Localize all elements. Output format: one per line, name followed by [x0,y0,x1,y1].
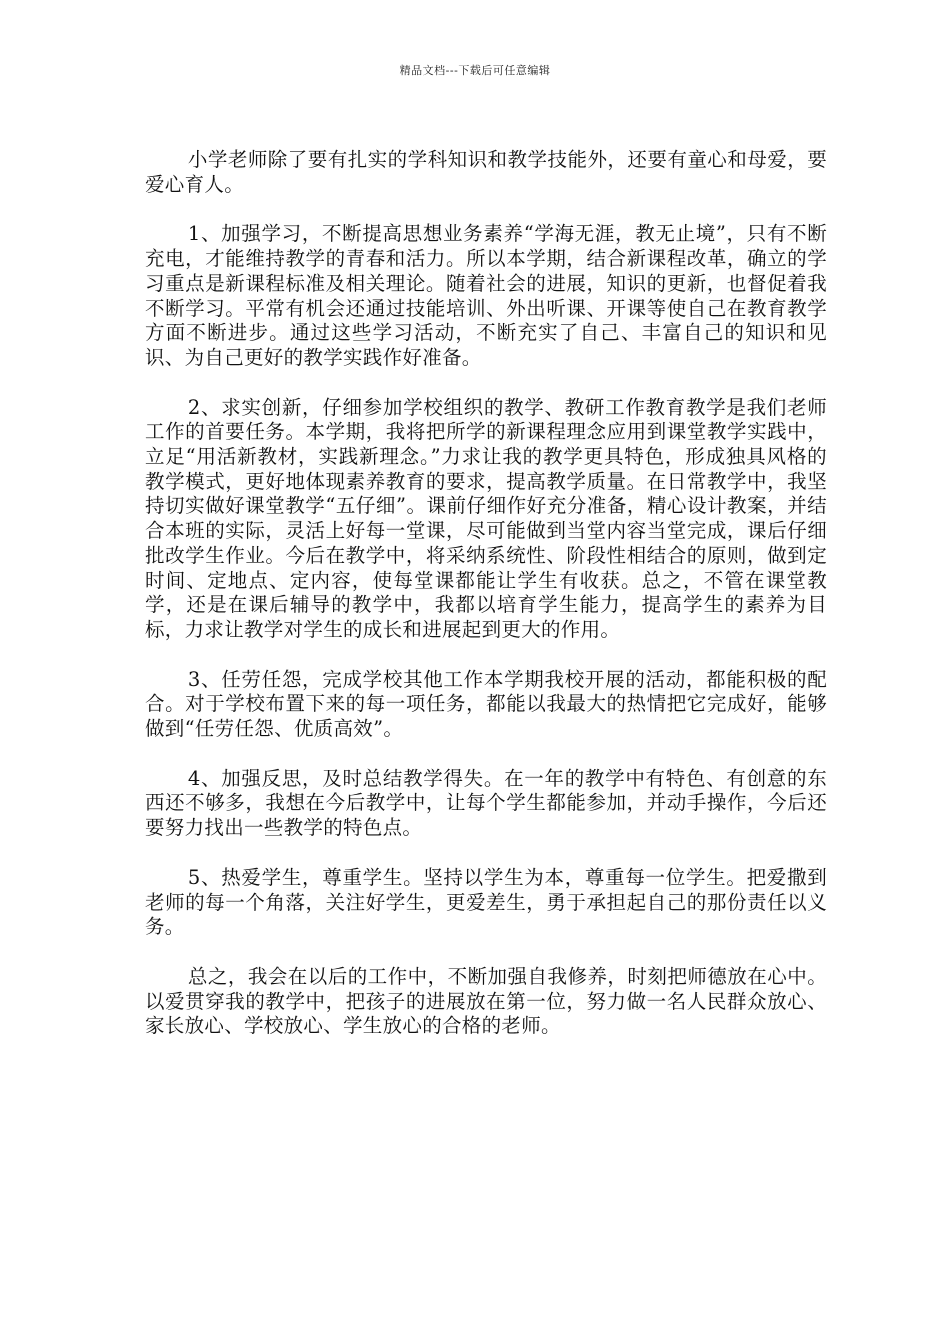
paragraph-conclusion: 总之，我会在以后的工作中，不断加强自我修养，时刻把师德放在心中。以爱贯穿我的教学中，把孩子的进展放在第一位，努力做一名人民群众放心、家长放心、学校放心、学生放心的合格的老师。 [145,964,827,1038]
paragraph-1-study: 1、加强学习，不断提高思想业务素养“学海无涯，教无止境”，只有不断充电，才能维持教学的青春和活力。所以本学期，结合新课程改革，确立的学习重点是新课程标准及相关理论。随着社会的进展，知识的更新，也督促着我不断学习。平常有机会还通过技能培训、外出听课、开课等使自己在教育教学方面不断进步。通过这些学习活动，不断充实了自己、丰富自己的知识和见识、为自己更好的教学实践作好准备。 [145,222,827,369]
paragraph-3-diligence: 3、任劳任怨，完成学校其他工作本学期我校开展的活动，都能积极的配合。对于学校布置下来的每一项任务，都能以我最大的热情把它完成好，能够做到“任劳任怨、优质高效”。 [145,667,827,741]
paragraph-intro: 小学老师除了要有扎实的学科知识和教学技能外，还要有童心和母爱，要爱心育人。 [145,148,827,196]
document-body [145,148,827,1064]
paragraph-4-reflection: 4、加强反思，及时总结教学得失。在一年的教学中有特色、有创意的东西还不够多，我想在今后教学中，让每个学生都能参加，并动手操作，今后还要努力找出一些教学的特色点。 [145,766,827,840]
paragraph-5-students: 5、热爱学生，尊重学生。坚持以学生为本，尊重每一位学生。把爱撒到老师的每一个角落，关注好学生，更爱差生，勇于承担起自己的那份责任以义务。 [145,865,827,939]
page-header: 精品文档---下载后可任意编辑 [399,64,551,77]
paragraph-2-innovation: 2、求实创新，仔细参加学校组织的教学、教研工作教育教学是我们老师工作的首要任务。本学期，我将把所学的新课程理念应用到课堂教学实践中，立足“用活新教材，实践新理念。”力求让我的教学更具特色，形成独具风格的教学模式，更好地体现素养教育的要求，提高教学质量。在日常教学中，我坚持切实做好课堂教学“五仔细”。课前仔细作好充分准备，精心设计教案，并结合本班的实际，灵活上好每一堂课，尽可能做到当堂内容当堂完成，课后仔细批改学生作业。今后在教学中，将采纳系统性、阶段性相结合的原则，做到定时间、定地点、定内容，使每堂课都能让学生有收获。总之，不管在课堂教学，还是在课后辅导的教学中，我都以培育学生能力，提高学生的素养为目标，力求让教学对学生的成长和进展起到更大的作用。 [145,395,827,641]
